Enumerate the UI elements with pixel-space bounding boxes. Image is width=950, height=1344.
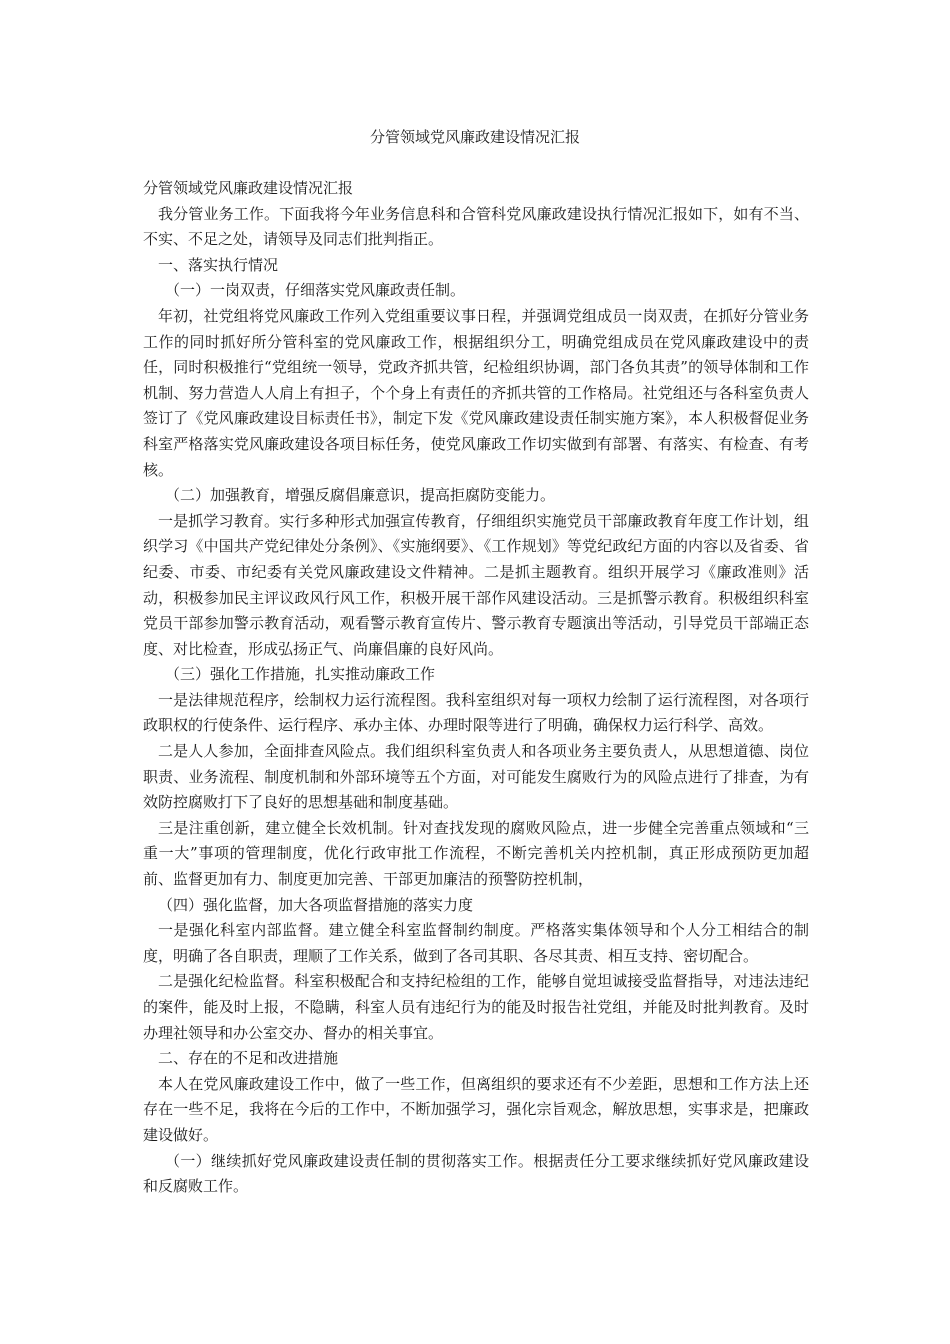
paragraph-1-3-b: 二是人人参加，全面排查风险点。我们组织科室负责人和各项业务主要负责人，从思想道德、岗位职责、业务流程、制度机制和外部环境等五个方面，对可能发生腐败行为的风险点进行了排查，为有效防控腐败打下了良好的思想基础和制度基础。	[143, 742, 809, 812]
paragraph-1-2: 一是抓学习教育。实行多种形式加强宣传教育，仔细组织实施党员干部廉政教育年度工作计划，组织学习《中国共产党纪律处分条例》、《实施纲要》、《工作规划》等党纪政纪方面的内容以及省委、省纪委、市委、市纪委有关党风廉政建设文件精神。二是抓主题教育。组织开展学习《廉政准则》活动，积极参加民主评议政风行风工作，积极开展干部作风建设活动。三是抓警示教育。积极组织科室党员干部参加警示教育活动，观看警示教育宣传片、警示教育专题演出等活动，引导党员干部端正态度、对比检查，形成弘扬正气、尚廉倡廉的良好风尚。	[143, 511, 809, 658]
document-body	[143, 176, 809, 1200]
paragraph-1-3-c: 三是注重创新，建立健全长效机制。针对查找发现的腐败风险点，进一步健全完善重点领域和“三重一大”事项的管理制度，优化行政审批工作流程，不断完善机关内控机制，真正形成预防更加超前、监督更加有力、制度更加完善、干部更加廉洁的预警防控机制，	[143, 818, 809, 889]
paragraph-1-4-b: 二是强化纪检监督。科室积极配合和支持纪检组的工作，能够自觉坦诚接受监督指导，对违法违纪的案件，能及时上报，不隐瞒，科室人员有违纪行为的能及时报告社党组，并能及时批判教育。及时办理社领导和办公室交办、督办的相关事宜。	[143, 972, 809, 1042]
document-title: 分管领域党风廉政建设情况汇报	[369, 128, 580, 146]
subsection-heading-1-4: （四）强化监督，加大各项监督措施的落实力度	[158, 895, 474, 914]
subsection-heading-1-1: （一）一岗双责，仔细落实党风廉政责任制。	[165, 281, 466, 300]
paragraph-1-4-a: 一是强化科室内部监督。建立健全科室监督制约制度。严格落实集体领导和个人分工相结合的制度，明确了各自职责，理顺了工作关系，做到了各司其职、各尽其责、相互支持、密切配合。	[143, 921, 809, 965]
subsection-heading-2-1: （一）继续抓好党风廉政建设责任制的贯彻落实工作。根据责任分工要求继续抓好党风廉政建设和反腐败工作。	[143, 1151, 809, 1196]
paragraph-1-3-a: 一是法律规范程序，绘制权力运行流程图。我科室组织对每一项权力绘制了运行流程图，对各项行政职权的行使条件、运行程序、承办主体、办理时限等进行了明确，确保权力运行科学、高效。	[143, 690, 809, 735]
intro-paragraph: 我分管业务工作。下面我将今年业务信息科和合管科党风廉政建设执行情况汇报如下，如有不当、不实、不足之处，请领导及同志们批判指正。	[143, 204, 809, 249]
subsection-heading-1-2: （二）加强教育，增强反腐倡廉意识，提高拒腐防变能力。	[165, 486, 556, 505]
section-heading-1: 一、落实执行情况	[158, 255, 279, 274]
paragraph-2: 本人在党风廉政建设工作中，做了一些工作，但离组织的要求还有不少差距，思想和工作方法上还存在一些不足，我将在今后的工作中，不断加强学习，强化宗旨观念，解放思想，实事求是，把廉政建设做好。	[143, 1074, 809, 1144]
paragraph-1-1: 年初，社党组将党风廉政工作列入党组重要议事日程，并强调党组成员一岗双责，在抓好分管业务工作的同时抓好所分管科室的党风廉政工作，根据组织分工，明确党组成员在党风廉政建设中的责任，同时积极推行“党组统一领导，党政齐抓共管，纪检组织协调，部门各负其责”的领导体制和工作机制、努力营造人人肩上有担子，个个身上有责任的齐抓共管的工作格局。社党组还与各科室负责人签订了《党风廉政建设目标责任书》，制定下发《党风廉政建设责任制实施方案》，本人积极督促业务科室严格落实党风廉政建设各项目标任务，使党风廉政工作切实做到有部署、有落实、有检查、有考核。	[143, 306, 809, 479]
subsection-heading-1-3: （三）强化工作措施，扎实推动廉政工作	[165, 665, 436, 684]
body-heading: 分管领域党风廉政建设情况汇报	[143, 179, 354, 197]
section-heading-2: 二、存在的不足和改进措施	[158, 1049, 339, 1068]
